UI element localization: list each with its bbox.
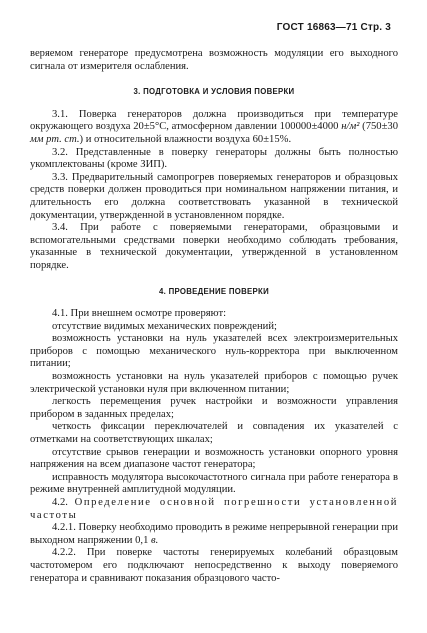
paragraph-4-2-2: 4.2.2. При поверке частоты генерируемых колебаний образцовым частотомером его подключают непосредственно к выходу поверяемого генератора и сравнивают показания образцового часто- (30, 547, 398, 584)
paragraph-3-3: 3.3. Предварительный самопрогрев поверяемых генераторов и образцовых средств поверки должен проводиться при номинальном напряжении питания, и длительность его должна соответствовать указанной в технической документации, утвержденной в установленном порядке. (30, 171, 398, 221)
check-item: легкость перемещения ручек настройки и возможности управления прибором в заданных пределах; (30, 396, 398, 420)
check-item: отсутствие срывов генерации и возможность установки опорного уровня напряжения на всем диапазоне частот генератора; (30, 446, 398, 471)
unit-pressure: н/м² (341, 121, 360, 133)
paragraph-4-2-title: Определение основной погрешности установленной частоты (30, 497, 398, 521)
paragraph-4-1: 4.1. При внешнем осмотре проверяют: (52, 308, 227, 320)
paragraph-4-2 (30, 497, 398, 522)
paragraph-4-2-number: 4.2. (52, 497, 75, 508)
paragraph-3-2: 3.2. Представленные в поверку генераторы должны быть полностью укомплектованы (кроме ЗИП). (30, 146, 398, 171)
paragraph-3-1-text-c: ) и относительной влажности воздуха 60±15%. (79, 133, 292, 145)
paragraph-4-2-1 (30, 522, 398, 547)
check-item: исправность модулятора высокочастотного сигнала при работе генератора в режиме внутренней амплитудной модуляции. (30, 471, 398, 496)
section-4-heading: 4. ПРОВЕДЕНИЕ ПОВЕРКИ (159, 286, 269, 296)
paragraph-3-1-text-b: (750±30 (359, 121, 398, 133)
check-item: возможность установки на нуль указателей всех электроизмерительных приборов с помощью механического нуль-корректора при выключенном питании; (30, 333, 398, 370)
section-3-heading: 3. ПОДГОТОВКА И УСЛОВИЯ ПОВЕРКИ (133, 87, 295, 97)
intro-paragraph: веряемом генераторе предусмотрена возможность модуляции его выходного сигнала от измерителя ослабления. (30, 48, 398, 72)
check-item: возможность установки на нуль указателей приборов с помощью ручек электрической установки нуля при включенном питании; (30, 371, 398, 395)
check-item: четкость фиксации переключателей и совпадения их указателей с отметками на соответствующих шкалах; (30, 421, 398, 446)
unit-volt: в. (151, 534, 159, 546)
page-header: ГОСТ 16863—71 Стр. 3 (276, 22, 391, 33)
paragraph-3-4: 3.4. При работе с поверяемыми генераторами, образцовыми и вспомогательными средствами поверки необходимо соблюдать требования, указанные в технической документации, утвержденной в установленном порядке. (30, 222, 398, 271)
check-item: отсутствие видимых механических повреждений; (52, 320, 277, 332)
paragraph-3-1 (30, 109, 398, 147)
paragraph-4-2-1-text: 4.2.1. Поверку необходимо проводить в режиме непрерывной генерации при выходном напряжении 0,1 (30, 522, 398, 546)
unit-mmhg: мм рт. ст. (30, 133, 80, 145)
document-body (30, 48, 398, 585)
paragraph-3-1-text-a: 3.1. Поверка генераторов должна производиться при температуре окружающего воздуха 20±5°С, атмосферном давлении 100000±4000 (30, 108, 398, 133)
